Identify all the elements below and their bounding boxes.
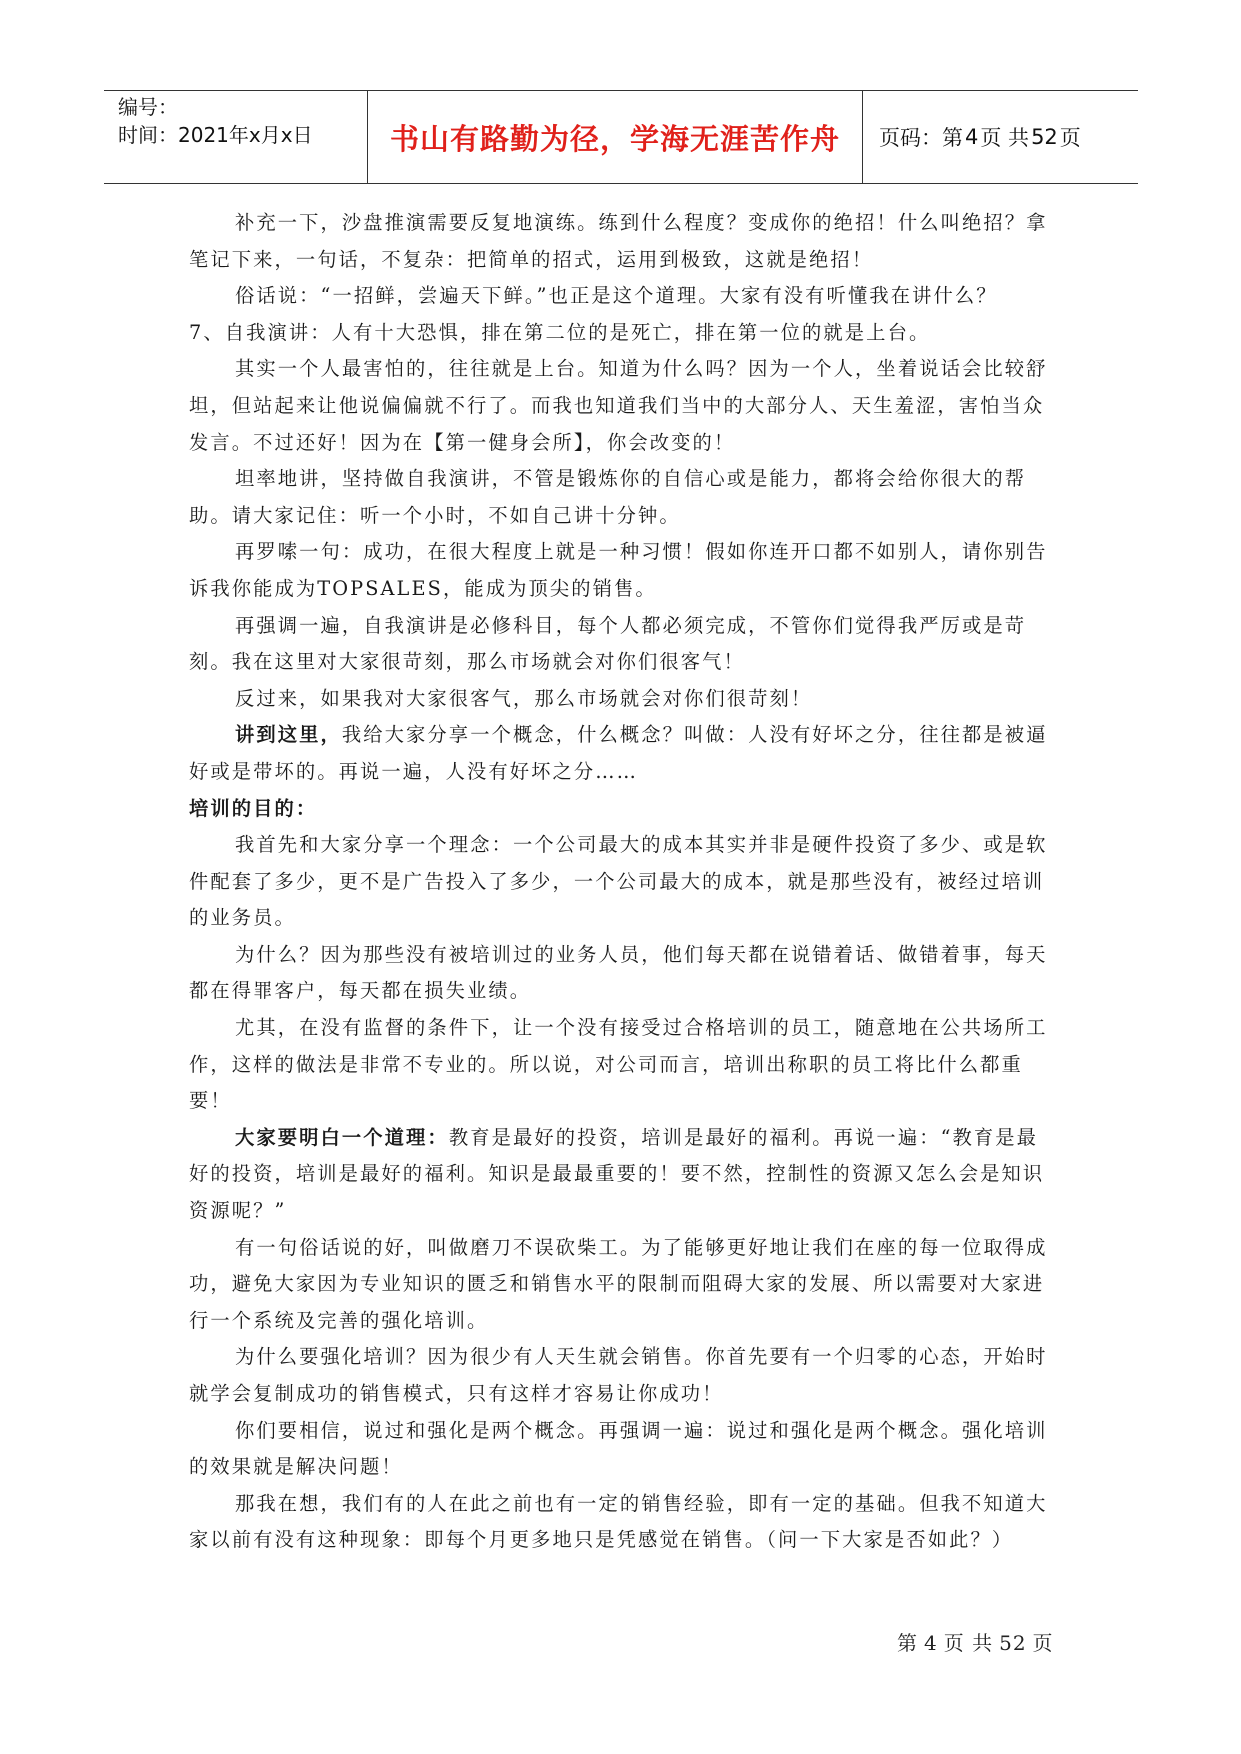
header-page-info xyxy=(863,91,1138,183)
paragraph-text: 教育是最好的投资，培训是最好的福利。再说一遍：“教育是最好的投资，培训是最好的福利。知识是最最重要的！要不然，控制性的资源又怎么会是知识资源呢？” xyxy=(189,1125,1045,1223)
footer-mid: 页 共 xyxy=(943,1631,994,1655)
page-header xyxy=(104,90,1138,184)
paragraph: 补充一下，沙盘推演需要反复地演练。练到什么程度？变成你的绝招！什么叫绝招？拿笔记下来，一句话，不复杂：把简单的招式，运用到极致，这就是绝招！ xyxy=(189,211,1048,271)
paragraph: 坦率地讲，坚持做自我演讲，不管是锻炼你的自信心或是能力，都将会给你很大的帮助。请大家记住：听一个小时，不如自己讲十分钟。 xyxy=(189,467,1027,527)
header-motto: 书山有路勤为径，学海无涯苦作舟 xyxy=(368,91,863,183)
paragraph: 为什么？因为那些没有被培训过的业务人员，他们每天都在说错着话、做错着事，每天都在得罪客户，每天都在损失业绩。 xyxy=(189,942,1048,1003)
paragraph: 你们要相信，说过和强化是两个概念。再强调一遍：说过和强化是两个概念。强化培训的效果就是解决问题！ xyxy=(189,1418,1048,1479)
footer-suffix: 页 xyxy=(1032,1631,1054,1655)
paragraph: 再强调一遍，自我演讲是必修科目，每个人都必须完成，不管你们觉得我严厉或是苛刻。我在这里对大家很苛刻，那么市场就会对你们很客气！ xyxy=(189,613,1027,674)
paragraph: 为什么要强化培训？因为很少有人天生就会销售。你首先要有一个归零的心态，开始时就学会复制成功的销售模式，只有这样才容易让你成功！ xyxy=(189,1345,1048,1405)
footer-prefix: 第 xyxy=(897,1631,918,1655)
paragraph: 再罗嗦一句：成功，在很大程度上就是一种习惯！假如你连开口都不如别人，请你别告诉我你能成为TOPSALES，能成为顶尖的销售。 xyxy=(189,540,1048,600)
paragraph: 俗话说：“一招鲜，尝遍天下鲜。”也正是这个道理。大家有没有听懂我在讲什么？ xyxy=(235,284,998,308)
document-number-label: 编号： xyxy=(118,95,178,119)
paragraph: 那我在想，我们有的人在此之前也有一定的销售经验，即有一定的基础。但我不知道大家以前有没有这种现象：即每个月更多地只是凭感觉在销售。（问一下大家是否如此？） xyxy=(189,1491,1048,1552)
paragraph: 有一句俗话说的好，叫做磨刀不误砍柴工。为了能够更好地让我们在座的每一位取得成功，避免大家因为专业知识的匮乏和销售水平的限制而阻碍大家的发展、所以需要对大家进行一个系统及完善的强化培训。 xyxy=(189,1235,1048,1332)
header-page-number: 4 xyxy=(965,125,979,149)
paragraph xyxy=(189,717,1057,790)
header-meta xyxy=(104,91,368,183)
page-footer xyxy=(897,1627,1060,1656)
footer-page-total: 52 xyxy=(999,1631,1027,1655)
header-page-of: 页 共 xyxy=(980,126,1030,150)
paragraph: 其实一个人最害怕的，往往就是上台。知道为什么吗？因为一个人，坐着说话会比较舒坦，但站起来让他说偏偏就不行了。而我也知道我们当中的大部分人、天生羞涩，害怕当众发言。不过还好！因为在【第一健身会所】，你会改变的！ xyxy=(189,357,1048,454)
paragraph: 7、自我演讲：人有十大恐惧，排在第二位的是死亡，排在第一位的就是上台。 xyxy=(189,320,931,344)
paragraph-text: 我给大家分享一个概念，什么概念？叫做：人没有好坏之分，往往都是被逼好或是带坏的。再说一遍，人没有好坏之分…… xyxy=(189,723,1048,783)
header-page-label: 页码：第 xyxy=(879,126,963,150)
header-page-suffix: 页 xyxy=(1059,126,1081,150)
paragraph-lead-bold: 大家要明白一个道理： xyxy=(235,1125,449,1149)
header-page-total: 52 xyxy=(1031,125,1058,149)
footer-page-number: 4 xyxy=(924,1631,938,1655)
paragraph: 尤其，在没有监督的条件下，让一个没有接受过合格培训的员工，随意地在公共场所工作，这样的做法是非常不专业的。所以说，对公司而言，培训出称职的员工将比什么都重要！ xyxy=(189,1016,1048,1113)
document-time-label: 时间：2021年x月x日 xyxy=(118,123,313,147)
section-heading-text: 培训的目的： xyxy=(189,796,318,820)
paragraph xyxy=(189,1120,1057,1230)
document-body xyxy=(189,205,1057,1559)
section-heading xyxy=(189,791,1057,828)
paragraph: 我首先和大家分享一个理念：一个公司最大的成本其实并非是硬件投资了多少、或是软件配套了多少，更不是广告投入了多少，一个公司最大的成本，就是那些没有，被经过培训的业务员。 xyxy=(189,833,1048,930)
paragraph: 反过来，如果我对大家很客气，那么市场就会对你们很苛刻！ xyxy=(235,686,813,710)
paragraph-lead-bold: 讲到这里， xyxy=(235,723,342,747)
